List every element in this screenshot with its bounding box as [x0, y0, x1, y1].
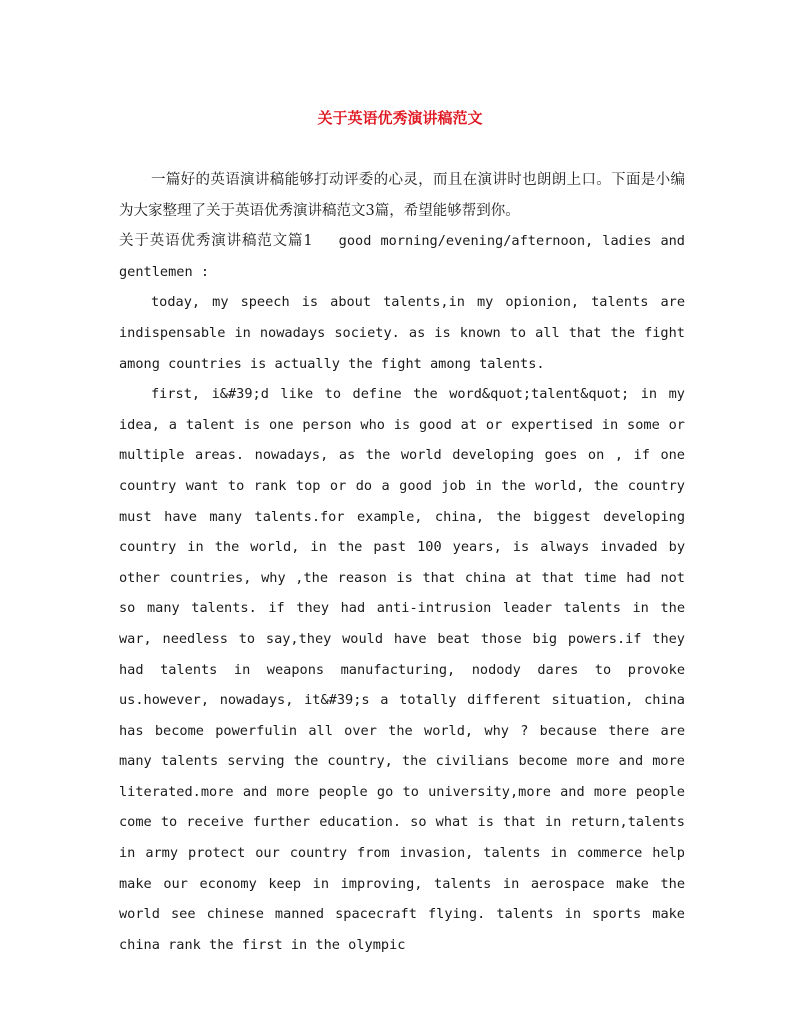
document-title: 关于英语优秀演讲稿范文 — [317, 109, 483, 127]
speech-paragraph-2: first, i&#39;d like to define the word&quot;talent&quot; in my idea, a talent is one person who is good at or expertised in some or multiple areas. nowadays, as the world developing goes on , if one country want to rank top or do a good job in the world, the country must have many talents.for example, china, the biggest developing country in the world, in the past 100 years, is always invaded by other countries, why ,the reason is that china at that time had not so many talents. if they had anti-intrusion leader talents in the war, needless to say,they would have beat those big powers.if they had talents in weapons manufacturing, nodody dares to provoke us.however, nowadays, it&#39;s a totally different situation, china has become powerfulin all over the world, why ? because there are many talents serving the country, the civilians become more and more literated.more and more people go to university,more and more people come to receive further education. so what is that in return,talents in army protect our country from invasion, talents in commerce help make our economy keep in improving, talents in aerospace make the world see chinese manned spacecraft flying. talents in sports make china rank the first in the olympic — [119, 386, 685, 953]
section-line — [119, 226, 685, 287]
document-body — [119, 165, 685, 960]
section-heading: 关于英语优秀演讲稿范文篇1 — [119, 233, 313, 250]
intro-paragraph: 一篇好的英语演讲稿能够打动评委的心灵，而且在演讲时也朗朗上口。下面是小编为大家整理了关于英语优秀演讲稿范文3篇，希望能够帮到你。 — [119, 172, 685, 219]
speech-paragraph-1: today, my speech is about talents,in my opionion, talents are indispensable in nowadays society. as is known to all that the fight among countries is actually the fight among talents. — [119, 294, 685, 372]
greeting-text: good morning/evening/afternoon, ladies and gentlemen : — [119, 233, 685, 280]
